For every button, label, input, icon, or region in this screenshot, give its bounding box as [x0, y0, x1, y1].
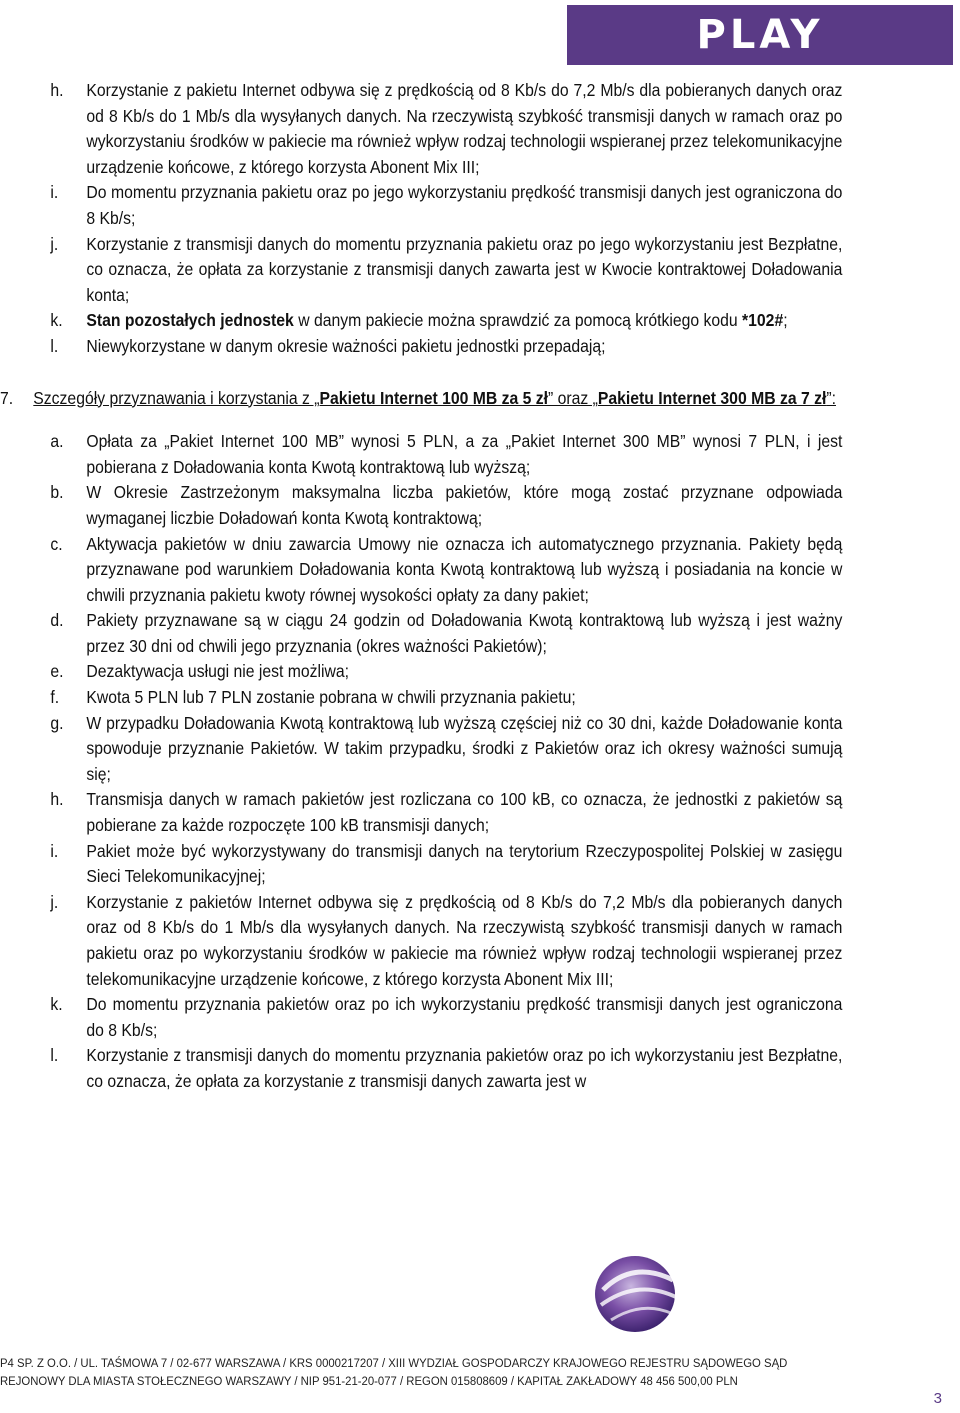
bold-text: Pakietu Internet 100 MB za 5 zł — [319, 387, 549, 408]
text-run: Korzystanie z transmisji danych do momentu przyznania pakietów oraz po ich wykorzystaniu jest Bezpłatne, co oznacza, że opłata za korzystanie z transmisji danych zawarta jest w — [86, 1045, 843, 1091]
text-run: w danym pakiecie można sprawdzić za pomocą krótkiego kodu — [293, 310, 743, 331]
text-run: Transmisja danych w ramach pakietów jest rozliczana co 100 kB, co oznacza, że jednostki z pakietów są pobierane za każde rozpoczęte 100 kB transmisji danych; — [86, 789, 843, 836]
list-item — [0, 685, 842, 711]
text-run: ” oraz „ — [548, 387, 598, 408]
list-item-label: a. — [50, 431, 64, 452]
list-item — [0, 78, 842, 180]
footer-line-2: REJONOWY DLA MIASTA STOŁECZNEGO WARSZAWY / NIP 951-21-20-077 / REGON 015808609 / KAPITAŁ ZAKŁADOWY 48 456 500,00 PLN — [0, 1374, 738, 1388]
text-run: Dezaktywacja usługi nie jest możliwa; — [86, 661, 350, 682]
list-item — [0, 308, 842, 334]
text-run: W przypadku Doładowania Kwotą kontraktową lub wyższą częściej niż co 30 dni, każde Doładowanie konta spowoduje przyznanie Pakietów. W takim przypadku, środki z Pakietów oraz ich okresy ważności sumują się; — [86, 712, 843, 784]
list-item — [0, 608, 842, 659]
list-item-label: i. — [50, 840, 59, 861]
list-item — [0, 480, 842, 531]
text-run: Pakiety przyznawane są w ciągu 24 godzin od Doładowania Kwotą kontraktową lub wyższą i jest ważny przez 30 dni od chwili jego przyznania (okres ważności Pakietów); — [86, 610, 843, 656]
page-number: 3 — [933, 1390, 942, 1407]
text-run: Korzystanie z transmisji danych do momentu przyznania pakietu oraz po jego wykorzystaniu jest Bezpłatne, co oznacza, że opłata za korzystanie z transmisji danych zawarta jest w Kwocie kontraktowej Doładowania konta; — [86, 233, 843, 305]
list-item — [0, 532, 842, 609]
list-item-label: d. — [50, 610, 64, 631]
list-item — [0, 787, 842, 838]
list-item-label: b. — [50, 482, 64, 503]
list-item — [0, 839, 842, 890]
list-item-label: k. — [50, 310, 63, 331]
text-run: ”: — [826, 387, 836, 408]
list-item-label: f. — [50, 687, 60, 708]
text-run: Niewykorzystane w danym okresie ważności pakietu jednostki przepadają; — [86, 335, 606, 356]
list-item — [0, 890, 842, 992]
list-item — [0, 334, 842, 360]
section-7-list — [0, 429, 864, 1094]
list-item-label: j. — [50, 891, 59, 912]
list-item — [0, 711, 842, 788]
list-item — [0, 1043, 842, 1094]
bold-text: *102# — [742, 310, 784, 331]
footer-line-1: P4 SP. Z O.O. / UL. TAŚMOWA 7 / 02-677 WARSZAWA / KRS 0000217207 / XIII WYDZIAŁ GOSPODARCZY KRAJOWEGO REJESTRU SĄDOWEGO SĄD — [0, 1356, 788, 1370]
list-item — [0, 180, 842, 231]
text-run: Pakiet może być wykorzystywany do transmisji danych na terytorium Rzeczypospolitej Polskiej w zasięgu Sieci Telekomunikacyjnej; — [86, 840, 843, 887]
continued-list — [0, 78, 864, 360]
text-run: Opłata za „Pakiet Internet 100 MB” wynosi 5 PLN, a za „Pakiet Internet 300 MB” wynosi 7 PLN, i jest pobierana z Doładowania konta Kwotą kontraktową lub wyższą; — [86, 431, 843, 477]
list-item-label: i. — [50, 182, 59, 203]
text-run: Korzystanie z pakietów Internet odbywa się z prędkością od 8 Kb/s do 7,2 Mb/s dla pobieranych danych oraz od 8 Kb/s do 1 Mb/s dla wysyłanych danych. Na rzeczywistą szybkość transmisji danych w ramach pakietu oraz po wykorzystaniu środków w pakiecie ma również wpływ rodzaj technologii wspieranej przez telekomunikacyjne urządzenie końcowe, z którego korzysta Abonent Mix III; — [86, 891, 843, 989]
text-run: Szczegóły przyznawania i korzystania z „ — [33, 387, 320, 408]
list-item-label: h. — [50, 789, 64, 810]
list-item — [0, 992, 842, 1043]
list-item-label: g. — [50, 712, 64, 733]
text-run: Do momentu przyznania pakietu oraz po jego wykorzystaniu prędkość transmisji danych jest ograniczona do 8 Kb/s; — [86, 182, 843, 228]
text-run: ; — [783, 310, 788, 331]
section-7-heading — [0, 386, 842, 412]
list-item-label: l. — [50, 1045, 59, 1066]
list-item-label: l. — [50, 335, 59, 356]
section-number: 7. — [0, 387, 14, 408]
text-run: W Okresie Zastrzeżonym maksymalna liczba pakietów, które mogą zostać przyznane odpowiada wymaganej liczbie Doładowań konta Kwotą kontraktową; — [86, 482, 843, 528]
section-title — [33, 388, 836, 408]
list-item-label: j. — [50, 233, 59, 254]
text-run: Korzystanie z pakietu Internet odbywa się z prędkością od 8 Kb/s do 7,2 Mb/s dla pobieranych danych oraz od 8 Kb/s do 1 Mb/s dla wysyłanych danych. Na rzeczywistą szybkość transmisji danych w ramach oraz po wykorzystaniu środków w pakiecie ma również wpływ rodzaj technologii wspieranej przez telekomunikacyjne urządzenie końcowe, z którego korzysta Abonent Mix III; — [86, 80, 843, 177]
play-logo — [567, 5, 953, 65]
bold-text: Stan pozostałych jednostek — [86, 310, 294, 331]
list-item-label: k. — [50, 994, 63, 1015]
footer — [0, 1354, 960, 1390]
text-run: Kwota 5 PLN lub 7 PLN zostanie pobrana w chwili przyznania pakietu; — [86, 687, 576, 708]
play-swirl-logo — [583, 1250, 693, 1336]
list-item — [0, 659, 842, 685]
logo-text: PLAY — [696, 12, 824, 58]
bold-text: Pakietu Internet 300 MB za 7 zł — [597, 387, 827, 408]
text-run: Aktywacja pakietów w dniu zawarcia Umowy nie oznacza ich automatycznego przyznania. Pakiety będą przyznawane pod warunkiem Doładowania konta Kwotą kontraktową lub wyższą i posiadania na koncie w chwili przyznania pakietu kwoty równej wysokości opłaty za dany pakiet; — [86, 533, 843, 605]
list-item — [0, 232, 842, 309]
list-item-label: h. — [50, 80, 64, 100]
document-body — [0, 78, 864, 1095]
list-item-label: c. — [50, 533, 63, 554]
list-item-label: e. — [50, 661, 64, 682]
list-item — [0, 429, 842, 480]
text-run: Do momentu przyznania pakietów oraz po ich wykorzystaniu prędkość transmisji danych jest ograniczona do 8 Kb/s; — [86, 994, 843, 1040]
